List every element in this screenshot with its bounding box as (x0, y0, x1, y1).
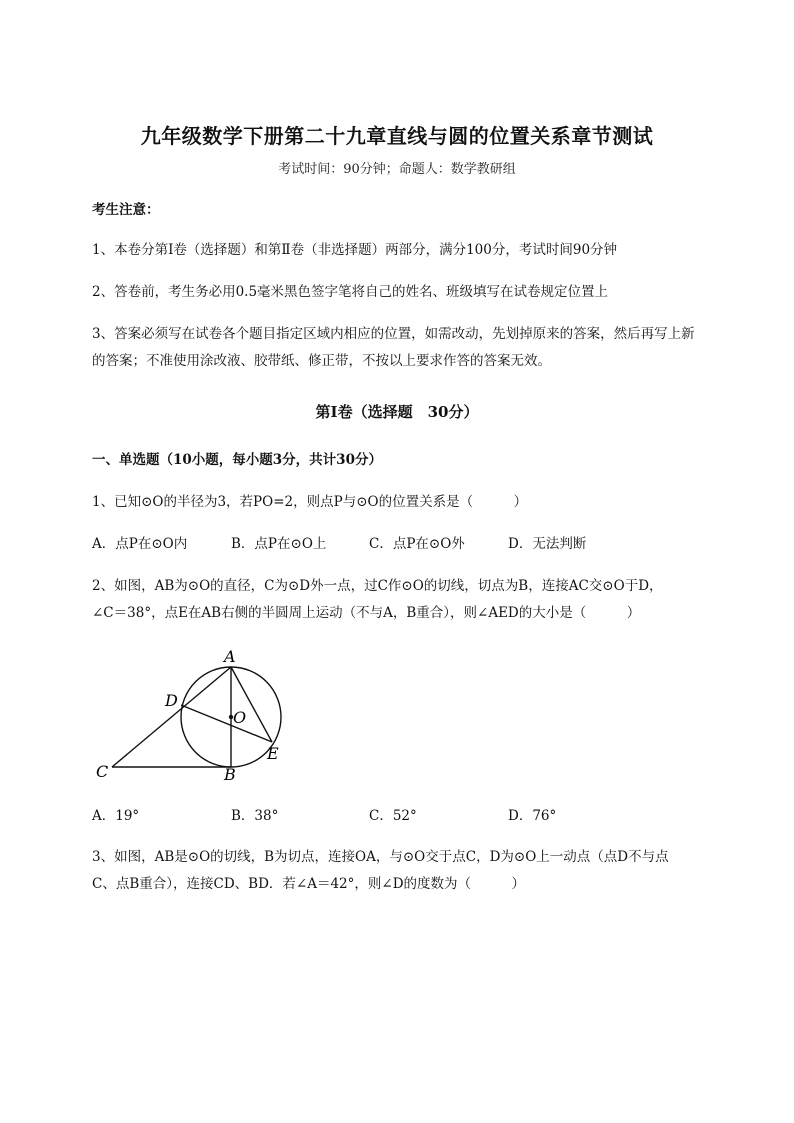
label-b: B (224, 765, 236, 784)
question-2-option-c: C．52° (369, 808, 417, 824)
exam-info: 考试时间：90分钟；命题人：数学教研组 (278, 162, 516, 177)
question-3-stem-line-1: 3、如图，AB是⊙O的切线，B为切点，连接OA，与⊙O交于点C，D为⊙O上一动点（点D不与点 (92, 849, 669, 865)
notice-item-1: 1、本卷分第I卷（选择题）和第Ⅱ卷（非选择题）两部分，满分100分，考试时间90分钟 (92, 242, 618, 258)
question-2-option-d: D．76° (508, 808, 557, 824)
segment-ae (231, 667, 272, 742)
line-ca (112, 667, 231, 767)
label-e: E (267, 744, 279, 763)
segment-de (181, 705, 272, 742)
notice-item-3: 3、答案必须写在试卷各个题目指定区域内相应的位置，如需改动，先划掉原来的答案，然后再写上新 (92, 326, 695, 342)
label-a: A (224, 647, 236, 666)
question-2-stem-line-2: ∠C＝38°，点E在AB右侧的半圆周上运动（不与A，B重合），则∠AED的大小是（ ） (92, 605, 641, 621)
question-1-option-c: C．点P在⊙O外 (369, 536, 465, 552)
question-3-stem-line-2: C、点B重合），连接CD、BD．若∠A＝42°，则∠D的度数为（ ） (92, 876, 526, 892)
notice-item-2: 2、答卷前，考生务必用0.5毫米黑色签字笔将自己的姓名、班级填写在试卷规定位置上 (92, 284, 609, 300)
question-1-option-b: B．点P在⊙O上 (231, 536, 327, 552)
label-c: C (96, 762, 109, 781)
geometry-figure (90, 640, 300, 785)
page-title: 九年级数学下册第二十九章直线与圆的位置关系章节测试 (140, 124, 654, 148)
label-d: D (165, 691, 178, 710)
question-2-option-b: B．38° (231, 808, 279, 824)
section-title: 第I卷（选择题 30分） (315, 403, 479, 421)
notice-item-3-cont: 的答案；不准使用涂改液、胶带纸、修正带，不按以上要求作答的答案无效。 (92, 353, 551, 369)
part-heading: 一、单选题（10小题，每小题3分，共计30分） (92, 452, 382, 468)
question-1-option-d: D．无法判断 (508, 536, 587, 552)
question-2-stem-line-1: 2、如图，AB为⊙O的直径，C为⊙D外一点，过C作⊙O的切线，切点为B，连接AC交⊙O于D， (92, 578, 663, 594)
question-1-stem: 1、已知⊙O的半径为3，若PO=2，则点P与⊙O的位置关系是（ ） (92, 494, 528, 510)
question-1-option-a: A．点P在⊙O内 (92, 536, 188, 552)
question-2-option-a: A．19° (92, 808, 140, 824)
notice-heading: 考生注意： (92, 202, 160, 218)
label-o: O (233, 708, 247, 727)
